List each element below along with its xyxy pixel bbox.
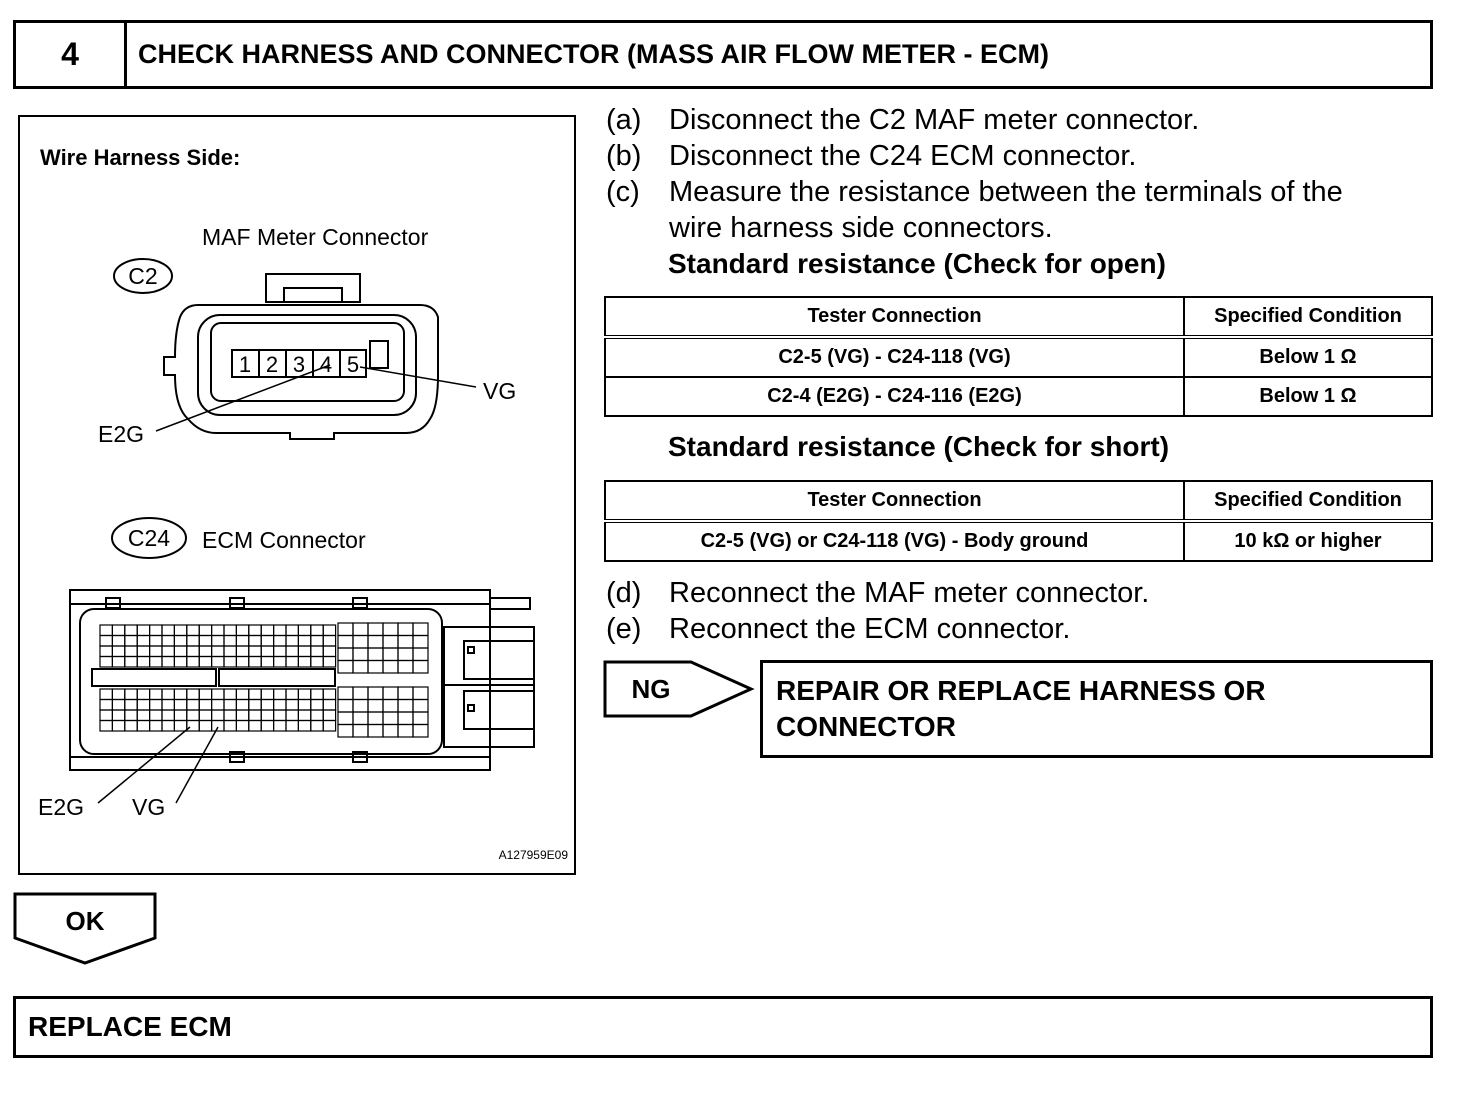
maf-pin-3: 3 <box>292 352 306 377</box>
ecm-pin-cavity <box>368 687 383 700</box>
table-cell: Below 1 Ω <box>1184 337 1432 377</box>
ecm-pin-cavity <box>353 636 368 649</box>
ecm-pin-cavity <box>199 700 211 711</box>
ecm-pin-cavity <box>323 721 335 732</box>
ecm-pin-cavity <box>199 689 211 700</box>
ecm-pin-cavity <box>125 646 137 657</box>
ecm-pin-cavity <box>137 657 149 668</box>
ecm-pin-cavity <box>413 661 428 674</box>
ecm-pin-cavity <box>212 625 224 636</box>
ecm-pin-cavity <box>112 657 124 668</box>
figure-code: A127959E09 <box>498 848 568 862</box>
ecm-pin-cavity <box>398 636 413 649</box>
ecm-pin-cavity <box>125 657 137 668</box>
ecm-pin-cavity <box>249 710 261 721</box>
ecm-pin-cavity <box>249 636 261 647</box>
ecm-pin-cavity <box>323 700 335 711</box>
ecm-pin-cavity <box>413 712 428 725</box>
ecm-connector-title: ECM Connector <box>202 527 366 553</box>
ecm-pin-cavity <box>212 689 224 700</box>
ecm-pin-cavity <box>338 712 353 725</box>
ecm-pin-cavity <box>311 657 323 668</box>
ecm-pin-cavity <box>187 721 199 732</box>
ecm-pin-cavity <box>383 712 398 725</box>
ecm-pin-cavity <box>162 689 174 700</box>
ecm-pin-cavity <box>338 623 353 636</box>
ecm-pin-cavity <box>100 700 112 711</box>
maf-e2g-label: E2G <box>98 421 145 447</box>
ecm-pin-cavity <box>353 623 368 636</box>
ecm-pin-cavity <box>162 646 174 657</box>
maf-pin-1: 1 <box>238 352 252 377</box>
ecm-pin-cavity <box>249 700 261 711</box>
ecm-pin-cavity <box>261 636 273 647</box>
ecm-pin-cavity <box>249 689 261 700</box>
ecm-pin-cavity <box>150 636 162 647</box>
ecm-pin-cavity <box>162 700 174 711</box>
ecm-pin-cavity <box>100 625 112 636</box>
ecm-pin-cavity <box>368 623 383 636</box>
instruction-b <box>606 138 1343 174</box>
ecm-pin-cavity <box>150 657 162 668</box>
ecm-pin-cavity <box>286 657 298 668</box>
table-cell: Below 1 Ω <box>1184 377 1432 416</box>
ecm-pin-cavity <box>162 625 174 636</box>
ecm-pin-cavity <box>224 646 236 657</box>
connector-diagram-svg <box>20 117 578 877</box>
ecm-pin-cavity <box>274 721 286 732</box>
table-cell: C2-5 (VG) or C24-118 (VG) - Body ground <box>605 521 1184 561</box>
column-header: Specified Condition <box>1184 481 1432 521</box>
ecm-pin-cavity <box>137 710 149 721</box>
wire-harness-side-label: Wire Harness Side: <box>40 145 241 170</box>
ecm-pin-cavity <box>112 625 124 636</box>
ecm-pin-cavity <box>236 721 248 732</box>
table-cell: C2-5 (VG) - C24-118 (VG) <box>605 337 1184 377</box>
ecm-pin-cavity <box>236 700 248 711</box>
ecm-pin-cavity <box>212 700 224 711</box>
ecm-pin-cavity <box>150 646 162 657</box>
ecm-pin-cavity <box>368 725 383 738</box>
ecm-pin-cavity <box>383 700 398 713</box>
ecm-pin-cavity <box>261 710 273 721</box>
instruction-list-bottom <box>606 575 1149 647</box>
ecm-pin-cavity <box>368 661 383 674</box>
short-check-title: Standard resistance (Check for short) <box>668 431 1170 462</box>
maf-connector-id: C2 <box>128 263 158 289</box>
ecm-pin-cavity <box>413 700 428 713</box>
ecm-pin-cavity <box>413 623 428 636</box>
ok-action: REPLACE ECM <box>28 1011 232 1042</box>
instruction-c-continued: wire harness side connectors. <box>669 212 1053 244</box>
ecm-pin-cavity <box>368 712 383 725</box>
ecm-pin-cavity <box>150 689 162 700</box>
ecm-pin-cavity <box>224 636 236 647</box>
ecm-pin-cavity <box>199 657 211 668</box>
maf-connector-title: MAF Meter Connector <box>202 224 429 250</box>
ecm-pin-cavity <box>199 710 211 721</box>
table-header-row <box>605 297 1432 337</box>
ecm-pin-cavity <box>286 625 298 636</box>
ecm-pin-cavity <box>261 689 273 700</box>
ecm-pin-cavity <box>311 700 323 711</box>
ecm-pin-cavity <box>137 689 149 700</box>
ecm-pin-cavity <box>286 721 298 732</box>
ecm-pin-cavity <box>212 721 224 732</box>
ecm-pin-cavity <box>199 625 211 636</box>
ecm-pin-cavity <box>125 710 137 721</box>
ecm-pin-cavity <box>224 657 236 668</box>
ecm-pin-cavity <box>413 636 428 649</box>
ecm-pin-cavity <box>224 710 236 721</box>
ecm-pin-cavity <box>162 636 174 647</box>
maf-vg-label: VG <box>483 378 517 404</box>
ecm-pin-cavity <box>298 689 310 700</box>
ecm-pin-cavity <box>413 687 428 700</box>
column-header: Tester Connection <box>605 481 1184 521</box>
ecm-pin-cavity <box>249 657 261 668</box>
ng-result-box <box>760 660 1433 758</box>
ecm-pin-cavity <box>137 700 149 711</box>
ecm-pin-cavity <box>274 689 286 700</box>
ecm-pin-cavity <box>338 725 353 738</box>
ecm-pin-cavity <box>125 689 137 700</box>
ecm-pin-cavity <box>212 657 224 668</box>
ecm-pin-cavity <box>174 625 186 636</box>
ecm-pin-cavity <box>224 721 236 732</box>
instruction-a <box>606 102 1343 138</box>
ecm-pin-cavity <box>236 689 248 700</box>
connector-diagram <box>18 115 576 875</box>
ng-action-line-1: REPAIR OR REPLACE HARNESS OR <box>776 675 1266 706</box>
ecm-pin-cavity <box>298 721 310 732</box>
ecm-pin-cavity <box>413 648 428 661</box>
ecm-pin-cavity <box>199 646 211 657</box>
instruction-b-label: (b) <box>606 140 642 172</box>
ecm-pin-cavity <box>125 721 137 732</box>
ecm-pin-cavity <box>311 625 323 636</box>
ecm-pin-cavity <box>100 657 112 668</box>
instruction-e-label: (e) <box>606 613 642 645</box>
ecm-pin-grid <box>100 623 428 737</box>
ecm-pin-cavity <box>112 689 124 700</box>
step-number: 4 <box>16 23 127 86</box>
ecm-pin-cavity <box>398 725 413 738</box>
ecm-pin-cavity <box>311 710 323 721</box>
ecm-pin-cavity <box>298 710 310 721</box>
column-header: Specified Condition <box>1184 297 1432 337</box>
ecm-pin-cavity <box>353 687 368 700</box>
ecm-pin-cavity <box>199 721 211 732</box>
ecm-pin-cavity <box>174 721 186 732</box>
ecm-pin-cavity <box>298 700 310 711</box>
ecm-pin-cavity <box>383 648 398 661</box>
ecm-pin-cavity <box>338 687 353 700</box>
ecm-pin-cavity <box>261 657 273 668</box>
ecm-pin-cavity <box>338 648 353 661</box>
ecm-pin-cavity <box>323 710 335 721</box>
ng-label: NG <box>631 674 671 704</box>
ecm-e2g-label: E2G <box>38 794 85 820</box>
instruction-e-text: Reconnect the ECM connector. <box>669 613 1071 645</box>
ecm-pin-cavity <box>286 636 298 647</box>
ecm-pin-cavity <box>224 625 236 636</box>
ecm-pin-cavity <box>112 636 124 647</box>
ecm-pin-cavity <box>338 661 353 674</box>
instruction-list-top <box>606 102 1343 246</box>
ecm-pin-cavity <box>224 700 236 711</box>
ecm-pin-cavity <box>311 689 323 700</box>
ecm-pin-cavity <box>249 721 261 732</box>
table-row <box>605 521 1432 561</box>
maf-pin-2: 2 <box>265 352 279 377</box>
ecm-pin-cavity <box>311 636 323 647</box>
ecm-pin-cavity <box>274 700 286 711</box>
table-row <box>605 337 1432 377</box>
ecm-pin-cavity <box>187 636 199 647</box>
maf-pins <box>239 352 359 377</box>
ecm-pin-cavity <box>286 700 298 711</box>
ok-result-box <box>13 996 1433 1058</box>
ecm-pin-cavity <box>274 646 286 657</box>
table-header-row <box>605 481 1432 521</box>
ecm-pin-cavity <box>383 725 398 738</box>
ecm-pin-cavity <box>187 657 199 668</box>
instruction-d-label: (d) <box>606 577 642 609</box>
ecm-pin-cavity <box>150 721 162 732</box>
instruction-b-text: Disconnect the C24 ECM connector. <box>669 140 1137 172</box>
ecm-pin-cavity <box>398 700 413 713</box>
table-cell: C2-4 (E2G) - C24-116 (E2G) <box>605 377 1184 416</box>
ecm-vg-leader <box>176 727 218 803</box>
ecm-pin-cavity <box>249 646 261 657</box>
ecm-pin-cavity <box>100 689 112 700</box>
ecm-pin-cavity <box>368 648 383 661</box>
maf-pin-4: 4 <box>319 352 333 377</box>
ecm-pin-cavity <box>383 623 398 636</box>
ecm-pin-cavity <box>137 636 149 647</box>
ecm-pin-cavity <box>353 725 368 738</box>
table-cell: 10 kΩ or higher <box>1184 521 1432 561</box>
ecm-pin-cavity <box>286 710 298 721</box>
ecm-pin-cavity <box>274 710 286 721</box>
ecm-pin-cavity <box>298 657 310 668</box>
ecm-connector-id: C24 <box>127 525 171 551</box>
ecm-connector-drawing <box>70 590 534 770</box>
ecm-pin-cavity <box>112 710 124 721</box>
ecm-pin-cavity <box>212 636 224 647</box>
ecm-pin-cavity <box>298 625 310 636</box>
ecm-pin-cavity <box>398 687 413 700</box>
instruction-c-text: Measure the resistance between the terminals of the <box>669 176 1343 208</box>
ecm-pin-cavity <box>162 710 174 721</box>
instruction-d <box>606 575 1149 611</box>
ecm-pin-cavity <box>323 636 335 647</box>
ecm-pin-cavity <box>100 710 112 721</box>
ecm-pin-cavity <box>187 710 199 721</box>
instruction-c <box>606 174 1343 210</box>
ecm-e2g-leader <box>98 727 190 803</box>
ecm-pin-cavity <box>286 646 298 657</box>
table-row <box>605 377 1432 416</box>
ecm-pin-cavity <box>383 636 398 649</box>
instruction-a-text: Disconnect the C2 MAF meter connector. <box>669 104 1200 136</box>
ecm-pin-cavity <box>125 700 137 711</box>
ecm-pin-cavity <box>274 636 286 647</box>
ecm-pin-cavity <box>174 646 186 657</box>
ecm-pin-cavity <box>125 636 137 647</box>
ecm-pin-cavity <box>413 725 428 738</box>
ng-arrow <box>603 660 755 720</box>
ecm-pin-cavity <box>249 625 261 636</box>
ecm-pin-cavity <box>398 648 413 661</box>
ecm-pin-cavity <box>236 710 248 721</box>
ecm-pin-cavity <box>298 636 310 647</box>
ecm-pin-cavity <box>162 721 174 732</box>
ng-action <box>776 673 1266 745</box>
ecm-pin-cavity <box>311 646 323 657</box>
ecm-pin-cavity <box>100 646 112 657</box>
ecm-pin-cavity <box>353 648 368 661</box>
ng-arrow-shape <box>605 662 751 716</box>
ecm-pin-cavity <box>212 710 224 721</box>
ecm-pin-cavity <box>236 625 248 636</box>
ecm-pin-cavity <box>274 657 286 668</box>
ng-action-line-2: CONNECTOR <box>776 711 956 742</box>
ecm-pin-cavity <box>150 625 162 636</box>
ecm-pin-cavity <box>323 646 335 657</box>
ecm-pin-cavity <box>286 689 298 700</box>
ecm-pin-cavity <box>150 710 162 721</box>
ecm-pin-cavity <box>323 625 335 636</box>
ecm-pin-cavity <box>261 646 273 657</box>
short-check-table <box>604 480 1433 562</box>
column-header: Tester Connection <box>605 297 1184 337</box>
ok-arrow <box>13 892 159 966</box>
ecm-pin-cavity <box>112 700 124 711</box>
ecm-pin-cavity <box>212 646 224 657</box>
step-title: CHECK HARNESS AND CONNECTOR (MASS AIR FLOW METER - ECM) <box>138 39 1049 69</box>
ecm-pin-cavity <box>383 687 398 700</box>
ecm-pin-cavity <box>368 700 383 713</box>
ecm-pin-cavity <box>383 661 398 674</box>
ecm-vg-label: VG <box>132 794 166 820</box>
ecm-pin-cavity <box>199 636 211 647</box>
open-check-title: Standard resistance (Check for open) <box>668 248 1166 279</box>
ecm-pin-cavity <box>162 657 174 668</box>
ecm-pin-cavity <box>174 700 186 711</box>
ecm-pin-cavity <box>261 700 273 711</box>
ecm-pin-cavity <box>174 710 186 721</box>
ecm-pin-cavity <box>112 721 124 732</box>
ecm-pin-cavity <box>150 700 162 711</box>
instruction-e <box>606 611 1149 647</box>
ecm-pin-cavity <box>353 712 368 725</box>
instruction-a-label: (a) <box>606 104 642 136</box>
step-header <box>13 20 1433 89</box>
ecm-pin-cavity <box>261 721 273 732</box>
maf-pin-5: 5 <box>346 352 360 377</box>
ecm-pin-cavity <box>274 625 286 636</box>
ecm-pin-cavity <box>112 646 124 657</box>
instruction-c-label: (c) <box>606 176 640 208</box>
ecm-pin-cavity <box>368 636 383 649</box>
ecm-pin-cavity <box>125 625 137 636</box>
ecm-pin-cavity <box>236 646 248 657</box>
ecm-pin-cavity <box>323 657 335 668</box>
ecm-pin-cavity <box>100 721 112 732</box>
ecm-pin-cavity <box>187 646 199 657</box>
maf-vg-leader <box>360 367 476 387</box>
ecm-pin-cavity <box>236 636 248 647</box>
ecm-pin-cavity <box>398 661 413 674</box>
ecm-pin-cavity <box>174 657 186 668</box>
ok-label: OK <box>65 906 105 936</box>
ecm-pin-cavity <box>137 646 149 657</box>
ecm-pin-cavity <box>298 646 310 657</box>
ecm-pin-cavity <box>311 721 323 732</box>
ecm-pin-cavity <box>187 700 199 711</box>
ecm-pin-cavity <box>398 712 413 725</box>
ecm-pin-cavity <box>174 636 186 647</box>
ecm-pin-cavity <box>174 689 186 700</box>
ecm-pin-cavity <box>224 689 236 700</box>
ecm-pin-cavity <box>236 657 248 668</box>
ecm-pin-cavity <box>187 689 199 700</box>
ecm-pin-cavity <box>398 623 413 636</box>
ecm-pin-cavity <box>338 700 353 713</box>
ecm-pin-cavity <box>261 625 273 636</box>
ecm-pin-cavity <box>137 625 149 636</box>
ecm-pin-cavity <box>187 625 199 636</box>
ecm-pin-cavity <box>353 661 368 674</box>
ecm-pin-cavity <box>353 700 368 713</box>
ecm-pin-cavity <box>338 636 353 649</box>
ecm-pin-cavity <box>323 689 335 700</box>
ecm-pin-cavity <box>137 721 149 732</box>
instruction-d-text: Reconnect the MAF meter connector. <box>669 577 1150 609</box>
ecm-pin-cavity <box>100 636 112 647</box>
open-check-table <box>604 296 1433 417</box>
